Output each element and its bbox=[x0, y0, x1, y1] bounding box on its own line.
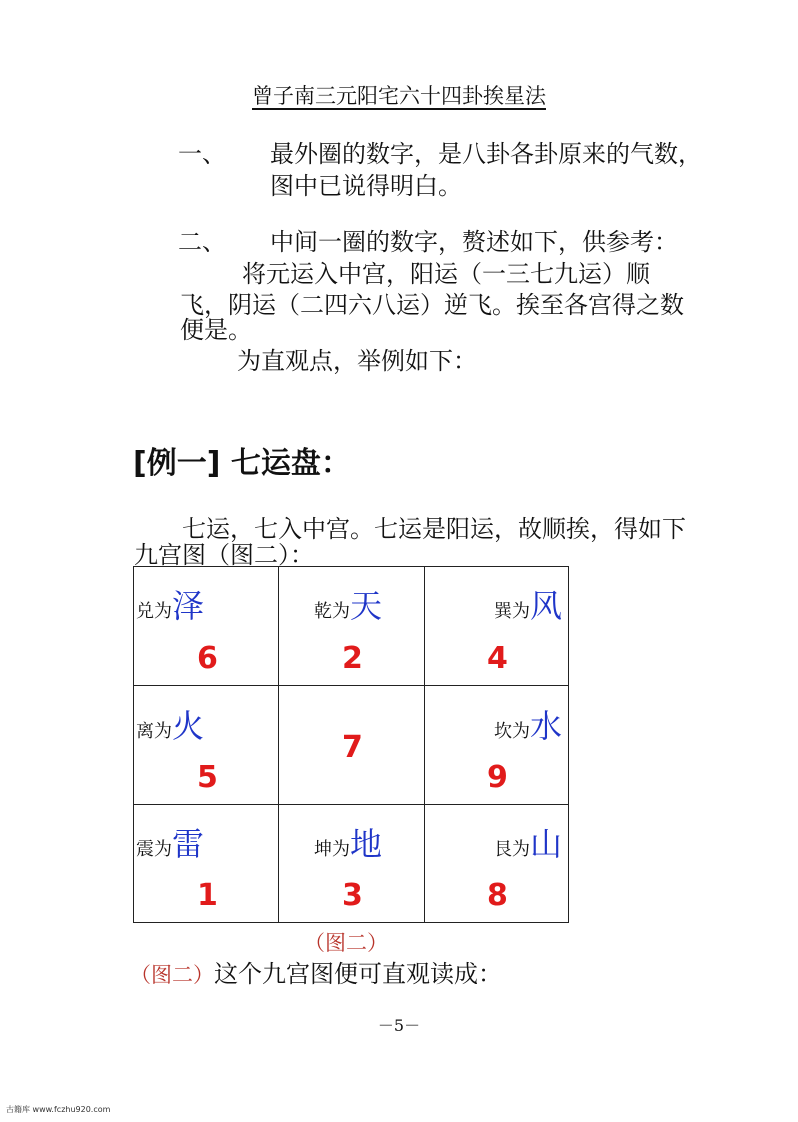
grid-cell-li bbox=[136, 701, 204, 747]
grid-cell-xun bbox=[494, 581, 562, 627]
cell-element: 山 bbox=[530, 825, 563, 863]
item-2-line-1: 中间一圈的数字，赘述如下，供参考： bbox=[270, 228, 678, 256]
cell-element: 泽 bbox=[172, 587, 205, 625]
grid-divider bbox=[134, 804, 568, 805]
page-title: 曾子南三元阳宅六十四卦挨星法 bbox=[252, 84, 546, 108]
cell-number: 3 bbox=[342, 878, 363, 913]
cell-element: 天 bbox=[350, 587, 383, 625]
closing-text: 这个九宫图便可直观读成： bbox=[214, 960, 502, 988]
grid-cell-qian bbox=[314, 581, 382, 627]
closing-caption: （图二） bbox=[130, 963, 214, 987]
cell-number: 1 bbox=[197, 878, 218, 913]
cell-element: 水 bbox=[530, 707, 563, 745]
item-2-number: 二、 bbox=[178, 228, 226, 256]
cell-number: 5 bbox=[197, 760, 218, 795]
cell-number: 6 bbox=[197, 641, 218, 676]
cell-element: 地 bbox=[350, 825, 383, 863]
cell-label: 艮为 bbox=[494, 839, 530, 860]
cell-number: 8 bbox=[487, 878, 508, 913]
item-1-line-2: 图中已说得明白。 bbox=[270, 172, 462, 200]
intro-text: 为直观点，举例如下： bbox=[237, 347, 477, 375]
grid-cell-dui bbox=[136, 581, 204, 627]
cell-element: 风 bbox=[530, 587, 563, 625]
cell-number: 2 bbox=[342, 641, 363, 676]
item-2-line-3: 飞，阴运（二四六八运）逆飞。挨至各宫得之数 bbox=[180, 291, 684, 319]
example-heading: [例一] 七运盘： bbox=[133, 446, 351, 481]
cell-label: 震为 bbox=[136, 839, 172, 860]
cell-label: 巽为 bbox=[494, 601, 530, 622]
example-text-line-1: 七运，七入中宫。七运是阳运，故顺挨，得如下 bbox=[182, 515, 686, 543]
grid-divider bbox=[278, 567, 279, 922]
cell-label: 坤为 bbox=[314, 839, 350, 860]
cell-element: 火 bbox=[172, 707, 205, 745]
figure-caption: （图二） bbox=[304, 931, 388, 955]
item-2-line-2: 将元运入中宫，阳运（一三七九运）顺 bbox=[242, 260, 650, 288]
item-1-line-1: 最外圈的数字，是八卦各卦原来的气数， bbox=[270, 140, 702, 168]
cell-number: 4 bbox=[487, 641, 508, 676]
page-number: －5－ bbox=[377, 1016, 421, 1035]
item-1-number: 一、 bbox=[178, 140, 226, 168]
closing-line bbox=[130, 957, 502, 991]
cell-label: 坎为 bbox=[494, 721, 530, 742]
cell-number: 9 bbox=[487, 760, 508, 795]
cell-label: 乾为 bbox=[314, 601, 350, 622]
grid-cell-gen bbox=[494, 819, 562, 865]
item-2-line-4: 便是。 bbox=[180, 316, 252, 344]
grid-cell-kun bbox=[314, 819, 382, 865]
grid-cell-zhen bbox=[136, 819, 204, 865]
center-number: 7 bbox=[342, 730, 363, 765]
grid-cell-kan bbox=[494, 701, 562, 747]
grid-divider bbox=[424, 567, 425, 922]
cell-label: 兑为 bbox=[136, 601, 172, 622]
example-text-line-2: 九宫图（图二）： bbox=[134, 541, 314, 569]
site-footer: 古籍库 www.fczhu920.com bbox=[6, 1105, 111, 1114]
cell-element: 雷 bbox=[172, 825, 205, 863]
nine-palace-grid bbox=[133, 566, 569, 923]
grid-divider bbox=[134, 685, 568, 686]
cell-label: 离为 bbox=[136, 721, 172, 742]
